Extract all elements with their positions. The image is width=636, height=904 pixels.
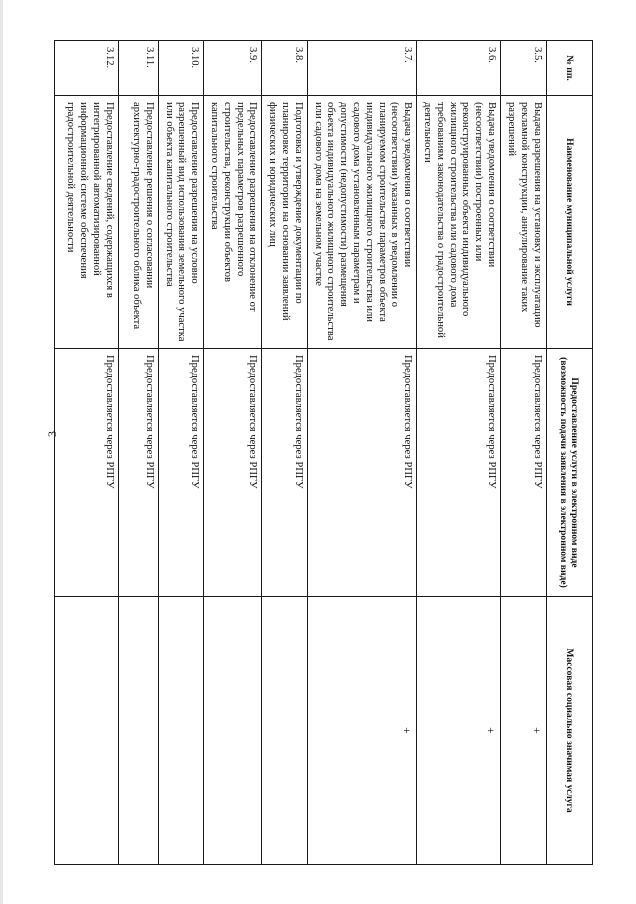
row-electronic: Предоставляется через РПГУ: [158, 349, 203, 597]
row-electronic: Предоставляется через РПГУ: [262, 349, 307, 597]
row-service-name: Выдача уведомления о соответствии (несоответствии) указанных в уведомлении о планируемом строительстве параметров объекта индивидуального жилищного строительства или садового дома установленным параметрам и допустимости (недопустимости) размещения объекта индивидуального жилищного строительства или садового дома на земельном участке: [307, 96, 416, 349]
row-mass-mark: +: [501, 597, 547, 865]
row-number: 3.5.: [501, 41, 547, 96]
row-service-name: Выдача разрешения на установку и эксплуатацию рекламной конструкции, аннулирование таких разрешений: [501, 96, 547, 349]
row-service-name: Предоставление разрешения на отклонение от предельных параметров разрешенного строительства, реконструкции объектов капитального строительства: [204, 96, 262, 349]
table-row: [118, 41, 158, 865]
row-number: 3.10.: [158, 41, 203, 96]
header-number: № пп.: [547, 41, 593, 96]
table-row: [307, 41, 416, 865]
row-service-name: Предоставление решения о согласовании архитектурно-градостроительного облика объекта: [118, 96, 158, 349]
table-row: [158, 41, 203, 865]
header-service-name: Наименование муниципальной услуги: [547, 96, 593, 349]
row-mass-mark: [204, 597, 262, 865]
row-number: 3.6.: [417, 41, 501, 96]
header-row: [547, 41, 593, 865]
row-mass-mark: [158, 597, 203, 865]
row-service-name: Предоставление разрешения на условно разрешенный вид использования земельного участка или объекта капитального строительства: [158, 96, 203, 349]
row-electronic: Предоставляется через РПГУ: [501, 349, 547, 597]
row-number: 3.12.: [54, 41, 118, 96]
scan-edge: [0, 0, 3, 904]
table-row: [204, 41, 262, 865]
row-electronic: Предоставляется через РПГУ: [417, 349, 501, 597]
table-row: [262, 41, 307, 865]
row-number: 3.9.: [204, 41, 262, 96]
table-row: [501, 41, 547, 865]
row-service-name: Подготовка и утверждение документации по планировке территории на основании заявлений физических и юридических лиц: [262, 96, 307, 349]
row-service-name: Предоставление сведений, содержащихся в интегрированной автоматизированной информационной системе обеспечения градостроительной деятельности: [54, 96, 118, 349]
row-service-name: Выдача уведомления о соответствии (несоответствии) построенных или реконструированных объекта индивидуального жилищного строительства или садового дома требованиям законодательства о градостроительной деятельности: [417, 96, 501, 349]
rotated-table-wrapper: [65, 40, 593, 864]
row-electronic: Предоставляется через РПГУ: [307, 349, 416, 597]
row-mass-mark: +: [307, 597, 416, 865]
table-row: [417, 41, 501, 865]
row-mass-mark: +: [417, 597, 501, 865]
header-electronic: Предоставление услуги в электронном виде (возможность подачи заявления в электронном виде): [547, 349, 593, 597]
row-electronic: Предоставляется через РПГУ: [54, 349, 118, 597]
row-mass-mark: [54, 597, 118, 865]
row-mass-mark: [262, 597, 307, 865]
services-table: [54, 40, 593, 865]
row-number: 3.8.: [262, 41, 307, 96]
row-number: 3.11.: [118, 41, 158, 96]
page-number: 3: [45, 431, 59, 437]
row-mass-mark: [118, 597, 158, 865]
row-number: 3.7.: [307, 41, 416, 96]
row-electronic: Предоставляется через РПГУ: [204, 349, 262, 597]
row-electronic: Предоставляется через РПГУ: [118, 349, 158, 597]
table-row: [54, 41, 118, 865]
header-mass-service: Массовая социально значимая услуга: [547, 597, 593, 865]
